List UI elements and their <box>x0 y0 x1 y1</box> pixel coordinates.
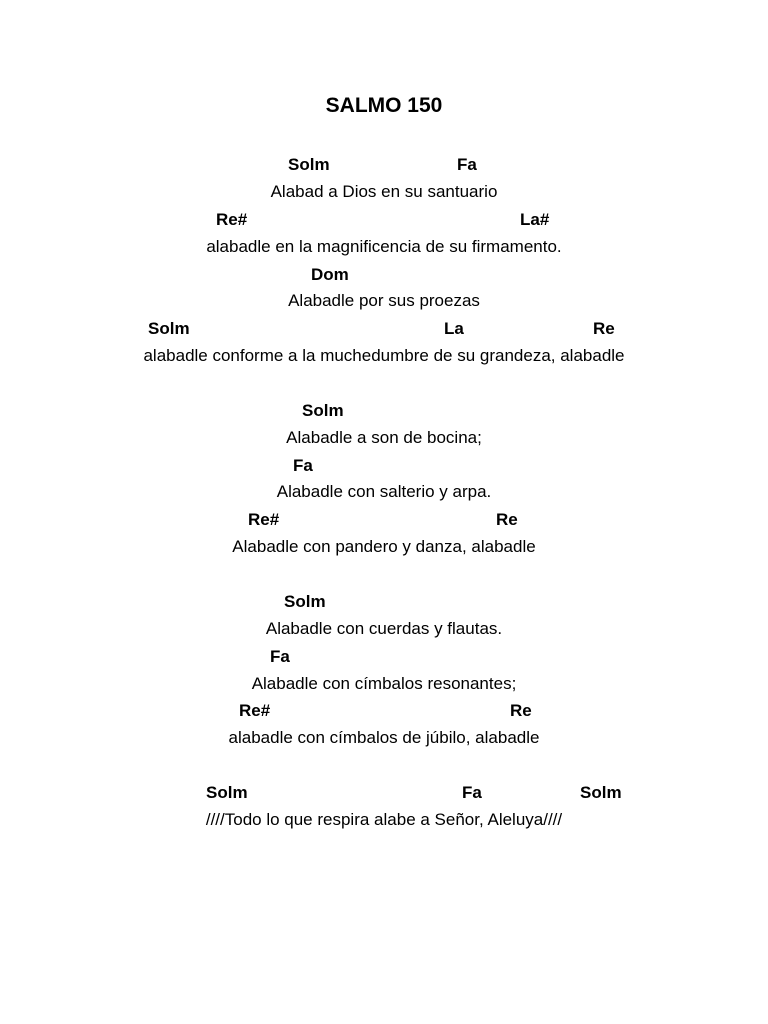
chord: Re <box>593 319 615 338</box>
chord: Fa <box>462 783 482 802</box>
lyric-line: Alabad a Dios en su santuario <box>270 182 498 201</box>
lyric-line: Alabadle con címbalos resonantes; <box>251 674 517 693</box>
chord: Re# <box>248 510 280 529</box>
lyric-line: Alabadle con pandero y danza, alabadle <box>232 537 536 556</box>
chord: Re <box>510 701 532 720</box>
chord: Solm <box>284 592 326 611</box>
chord: Fa <box>457 155 477 174</box>
chord: Fa <box>293 456 313 475</box>
chord: Re <box>496 510 518 529</box>
chord: Re# <box>239 701 271 720</box>
lyric-line: alabadle conforme a la muchedumbre de su grandeza, alabadle <box>143 346 625 365</box>
chord: Solm <box>206 783 248 802</box>
lyric-line: Alabadle con salterio y arpa. <box>276 482 492 501</box>
song-title: SALMO 150 <box>325 94 443 117</box>
lyric-line: Alabadle por sus proezas <box>288 291 480 310</box>
chord: Solm <box>288 155 330 174</box>
lyric-line: alabadle en la magnificencia de su firmamento. <box>206 237 562 256</box>
lyric-line: Alabadle a son de bocina; <box>286 428 482 447</box>
chord: Solm <box>148 319 190 338</box>
chord: La# <box>520 210 550 229</box>
chord: Dom <box>311 265 349 284</box>
chord: Re# <box>216 210 248 229</box>
lyric-line: ////Todo lo que respira alabe a Señor, Aleluya//// <box>205 810 563 829</box>
lyric-line: Alabadle con cuerdas y flautas. <box>265 619 503 638</box>
chord: Solm <box>580 783 622 802</box>
chord: Solm <box>302 401 344 420</box>
chord: Fa <box>270 647 290 666</box>
chord: La <box>444 319 464 338</box>
lyric-line: alabadle con címbalos de júbilo, alabadle <box>228 728 540 747</box>
